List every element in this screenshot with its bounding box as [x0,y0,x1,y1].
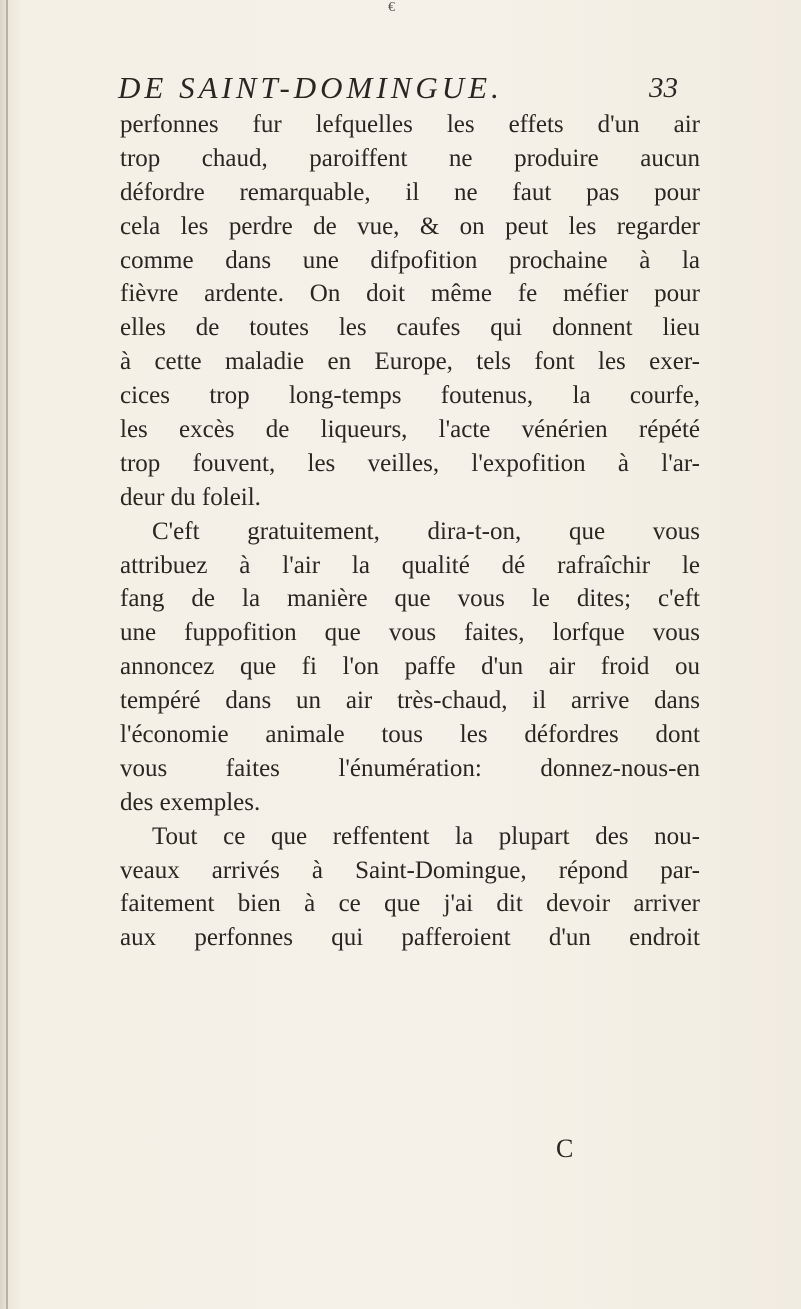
top-mark: € [388,0,395,15]
text-line: elles de toutes les caufes qui donnent lieu [120,314,700,342]
text-line: une fuppofition que vous faites, lorfque vous [120,619,700,647]
text-line: défordre remarquable, il ne faut pas pour [120,178,700,206]
text-line: les excès de liqueurs, l'acte vénérien répété [120,416,700,444]
text-line: l'économie animale tous les défordres dont [120,721,700,749]
body-text [120,108,700,955]
text-line: trop fouvent, les veilles, l'expofition à l'ar- [120,449,700,477]
text-line: annoncez que fi l'on paffe d'un air froid ou [120,653,700,681]
text-line: fang de la manière que vous le dites; c'eft [120,585,700,613]
text-line: faitement bien à ce que j'ai dit devoir arriver [120,890,700,918]
text-line: fièvre ardente. On doit même fe méfier pour [120,280,700,308]
page-gutter-edge [6,0,8,1309]
text-line: tempéré dans un air très-chaud, il arrive dans [120,687,700,715]
text-line: des exemples. [120,788,261,816]
text-line: cices trop long-temps foutenus, la courfe, [120,382,700,410]
text-line: aux perfonnes qui pafferoient d'un endroit [120,924,700,952]
text-line: comme dans une difpofition prochaine à la [120,246,700,274]
running-head [118,70,678,110]
text-line: Tout ce que reffentent la plupart des nou- [152,822,700,850]
text-line: C'eft gratuitement, dira-t-on, que vous [152,517,700,545]
text-line: perfonnes fur lefquelles les effets d'un air [120,111,700,138]
text-line: attribuez à l'air la qualité dé rafraîchir le [120,551,700,579]
text-line: vous faites l'énumération: donnez-nous-en [120,754,700,782]
text-line: cela les perdre de vue, & on peut les regarder [120,212,700,240]
text-line: deur du foleil. [120,483,261,511]
running-head-title: DE SAINT-DOMINGUE. [118,70,503,105]
signature-mark: C [556,1134,574,1163]
text-line: trop chaud, paroiffent ne produire aucun [120,144,700,172]
text-line: à cette maladie en Europe, tels font les exer- [120,348,700,376]
page-number: 33 [649,72,678,104]
text-line: veaux arrivés à Saint-Domingue, répond par- [120,856,700,884]
